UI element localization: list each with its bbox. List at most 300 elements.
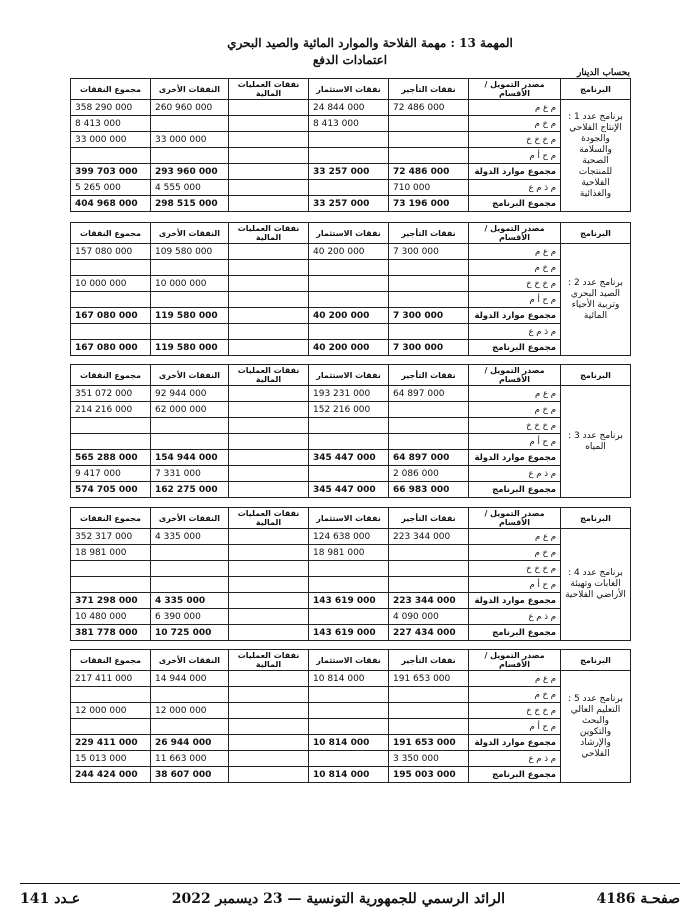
cell-wages [389, 703, 469, 719]
funding-source: مجموع البرنامج [469, 340, 561, 356]
cell-investment: 345 447 000 [309, 450, 389, 466]
cell-investment: 18 981 000 [309, 545, 389, 561]
cell-wages [389, 276, 469, 292]
cell-investment [309, 687, 389, 703]
funding-source: م خ م [469, 402, 561, 418]
cell-investment [309, 466, 389, 482]
program-table [70, 78, 631, 212]
table-row [71, 751, 631, 767]
column-header-total: مجموع النفقات [71, 650, 151, 671]
funding-source: م ع م [469, 671, 561, 687]
funding-source: م خ خ خ [469, 276, 561, 292]
cell-wages: 195 003 000 [389, 767, 469, 783]
cell-wages: 4 090 000 [389, 609, 469, 625]
table-row [71, 276, 631, 292]
program-name: برنامج عدد 2 : الصيد البحري وتربية الأحياء المائية [561, 244, 631, 356]
table-row [71, 687, 631, 703]
cell-investment: 40 200 000 [309, 340, 389, 356]
table-row [71, 703, 631, 719]
cell-financial [229, 276, 309, 292]
funding-source: م خ خ خ [469, 703, 561, 719]
cell-financial [229, 164, 309, 180]
column-header-program: البرنامج [561, 650, 631, 671]
cell-other: 4 335 000 [151, 593, 229, 609]
cell-total: 15 013 000 [71, 751, 151, 767]
cell-financial [229, 482, 309, 498]
cell-total: 8 413 000 [71, 116, 151, 132]
cell-financial [229, 703, 309, 719]
cell-financial [229, 687, 309, 703]
cell-other [151, 148, 229, 164]
table-row [71, 148, 631, 164]
cell-total [71, 561, 151, 577]
cell-financial [229, 529, 309, 545]
column-header-wages: نفقات التأجير [389, 508, 469, 529]
program-name: برنامج عدد 4 : الغابات وتهيئة الأراضي الفلاحية [561, 529, 631, 641]
cell-wages [389, 292, 469, 308]
cell-other: 92 944 000 [151, 386, 229, 402]
column-header-program: البرنامج [561, 508, 631, 529]
table-row [71, 324, 631, 340]
funding-source: م ع م [469, 100, 561, 116]
cell-financial [229, 324, 309, 340]
funding-source: م خ م [469, 687, 561, 703]
table-row [71, 386, 631, 402]
cell-financial [229, 434, 309, 450]
column-header-other: النفقات الأخرى [151, 508, 229, 529]
cell-financial [229, 340, 309, 356]
page-footer [20, 883, 680, 914]
cell-financial [229, 308, 309, 324]
cell-total: 167 080 000 [71, 340, 151, 356]
column-header-program: البرنامج [561, 365, 631, 386]
cell-other: 119 580 000 [151, 308, 229, 324]
cell-total [71, 577, 151, 593]
cell-wages: 227 434 000 [389, 625, 469, 641]
cell-investment [309, 276, 389, 292]
cell-wages: 64 897 000 [389, 450, 469, 466]
column-header-other: النفقات الأخرى [151, 223, 229, 244]
cell-other [151, 577, 229, 593]
column-header-investment: نفقات الاستثمار [309, 650, 389, 671]
funding-source: مجموع موارد الدولة [469, 450, 561, 466]
cell-total [71, 687, 151, 703]
cell-financial [229, 132, 309, 148]
cell-wages: 72 486 000 [389, 100, 469, 116]
program-table [70, 364, 631, 498]
section-title: اعتمادات الدفع [312, 53, 388, 67]
cell-total [71, 434, 151, 450]
column-header-wages: نفقات التأجير [389, 650, 469, 671]
program-table [70, 222, 631, 356]
cell-financial [229, 148, 309, 164]
table-row [71, 625, 631, 641]
table-row [71, 116, 631, 132]
table-row [71, 735, 631, 751]
column-header-wages: نفقات التأجير [389, 79, 469, 100]
cell-other [151, 561, 229, 577]
table-row [71, 609, 631, 625]
cell-investment [309, 148, 389, 164]
table-row [71, 671, 631, 687]
column-header-financial: نفقات العمليات المالية [229, 650, 309, 671]
cell-other: 4 335 000 [151, 529, 229, 545]
cell-other: 162 275 000 [151, 482, 229, 498]
cell-investment: 10 814 000 [309, 671, 389, 687]
cell-other: 14 944 000 [151, 671, 229, 687]
cell-financial [229, 100, 309, 116]
funding-source: مجموع البرنامج [469, 482, 561, 498]
cell-wages: 191 653 000 [389, 735, 469, 751]
cell-investment: 33 257 000 [309, 164, 389, 180]
cell-financial [229, 545, 309, 561]
program-table [70, 507, 631, 641]
table-row [71, 482, 631, 498]
cell-total: 167 080 000 [71, 308, 151, 324]
column-header-wages: نفقات التأجير [389, 365, 469, 386]
journal-title: الرائد الرسمي للجمهورية التونسية — 23 ديسمبر 2022 [171, 891, 505, 907]
cell-wages: 3 350 000 [389, 751, 469, 767]
column-header-investment: نفقات الاستثمار [309, 79, 389, 100]
cell-investment [309, 418, 389, 434]
column-header-other: النفقات الأخرى [151, 650, 229, 671]
cell-financial [229, 292, 309, 308]
cell-total: 217 411 000 [71, 671, 151, 687]
cell-total [71, 148, 151, 164]
cell-investment: 143 619 000 [309, 593, 389, 609]
table-row [71, 418, 631, 434]
cell-financial [229, 609, 309, 625]
funding-source: مجموع موارد الدولة [469, 308, 561, 324]
cell-financial [229, 767, 309, 783]
cell-other: 11 663 000 [151, 751, 229, 767]
cell-financial [229, 116, 309, 132]
cell-wages [389, 148, 469, 164]
cell-total: 12 000 000 [71, 703, 151, 719]
column-header-total: مجموع النفقات [71, 79, 151, 100]
cell-other [151, 418, 229, 434]
column-header-investment: نفقات الاستثمار [309, 223, 389, 244]
cell-investment: 152 216 000 [309, 402, 389, 418]
cell-investment: 10 814 000 [309, 767, 389, 783]
program-name: برنامج عدد 5 : التعليم العالي والبحث والتكوين والإرشاد الفلاحي [561, 671, 631, 783]
cell-investment: 143 619 000 [309, 625, 389, 641]
cell-wages [389, 132, 469, 148]
table-row [71, 132, 631, 148]
cell-total [71, 324, 151, 340]
cell-wages: 223 344 000 [389, 529, 469, 545]
funding-source: م ح أ م [469, 719, 561, 735]
cell-other: 109 580 000 [151, 244, 229, 260]
mission-title: المهمة 13 : مهمة الفلاحة والموارد المائية والصيد البحري [227, 36, 513, 50]
cell-investment: 24 844 000 [309, 100, 389, 116]
column-header-wages: نفقات التأجير [389, 223, 469, 244]
cell-other [151, 545, 229, 561]
table-header-row [71, 365, 631, 386]
cell-wages [389, 116, 469, 132]
cell-wages: 7 300 000 [389, 244, 469, 260]
table-row [71, 767, 631, 783]
cell-financial [229, 418, 309, 434]
cell-other [151, 116, 229, 132]
column-header-other: النفقات الأخرى [151, 365, 229, 386]
cell-total: 565 288 000 [71, 450, 151, 466]
cell-other [151, 434, 229, 450]
cell-investment [309, 561, 389, 577]
cell-other: 119 580 000 [151, 340, 229, 356]
funding-source: م ح أ م [469, 434, 561, 450]
column-header-program: البرنامج [561, 223, 631, 244]
cell-total [71, 292, 151, 308]
cell-other [151, 324, 229, 340]
funding-source: مجموع البرنامج [469, 196, 561, 212]
cell-total: 18 981 000 [71, 545, 151, 561]
program-name: برنامج عدد 1 : الإنتاج الفلاحي والجودة والسلامة الصحية للمنتجات الفلاحية والغذائية [561, 100, 631, 212]
funding-source: مجموع البرنامج [469, 625, 561, 641]
cell-wages: 72 486 000 [389, 164, 469, 180]
cell-total: 33 000 000 [71, 132, 151, 148]
column-header-investment: نفقات الاستثمار [309, 508, 389, 529]
cell-investment [309, 324, 389, 340]
cell-investment [309, 577, 389, 593]
program-table [70, 649, 631, 783]
funding-source: م خ م [469, 116, 561, 132]
table-header-row [71, 508, 631, 529]
cell-financial [229, 466, 309, 482]
cell-investment [309, 180, 389, 196]
cell-financial [229, 386, 309, 402]
column-header-total: مجموع النفقات [71, 223, 151, 244]
cell-financial [229, 577, 309, 593]
cell-total: 214 216 000 [71, 402, 151, 418]
cell-wages: 66 983 000 [389, 482, 469, 498]
cell-financial [229, 625, 309, 641]
column-header-other: النفقات الأخرى [151, 79, 229, 100]
cell-total: 381 778 000 [71, 625, 151, 641]
column-header-total: مجموع النفقات [71, 508, 151, 529]
cell-wages [389, 545, 469, 561]
page-number: صفحـة 4186 [596, 891, 680, 907]
table-row [71, 164, 631, 180]
column-header-program: البرنامج [561, 79, 631, 100]
cell-investment: 193 231 000 [309, 386, 389, 402]
cell-financial [229, 561, 309, 577]
cell-total: 399 703 000 [71, 164, 151, 180]
cell-investment: 8 413 000 [309, 116, 389, 132]
column-header-total: مجموع النفقات [71, 365, 151, 386]
cell-wages: 73 196 000 [389, 196, 469, 212]
cell-wages [389, 324, 469, 340]
cell-other: 7 331 000 [151, 466, 229, 482]
cell-other: 260 960 000 [151, 100, 229, 116]
cell-investment: 33 257 000 [309, 196, 389, 212]
cell-financial [229, 593, 309, 609]
cell-other: 6 390 000 [151, 609, 229, 625]
table-row [71, 450, 631, 466]
issue-number: عـدد 141 [20, 891, 81, 907]
cell-wages [389, 402, 469, 418]
column-header-source: مصدر التمويل / الأقسام [469, 223, 561, 244]
cell-total: 352 317 000 [71, 529, 151, 545]
cell-wages [389, 687, 469, 703]
cell-financial [229, 751, 309, 767]
column-header-source: مصدر التمويل / الأقسام [469, 650, 561, 671]
cell-total [71, 418, 151, 434]
cell-financial [229, 402, 309, 418]
cell-wages [389, 719, 469, 735]
column-header-financial: نفقات العمليات المالية [229, 223, 309, 244]
cell-wages: 7 300 000 [389, 340, 469, 356]
cell-total: 157 080 000 [71, 244, 151, 260]
page-header [0, 36, 700, 68]
cell-total: 9 417 000 [71, 466, 151, 482]
cell-other: 10 000 000 [151, 276, 229, 292]
cell-financial [229, 671, 309, 687]
cell-total: 404 968 000 [71, 196, 151, 212]
funding-source: م ذ م ع [469, 751, 561, 767]
funding-source: م خ خ خ [469, 132, 561, 148]
cell-wages: 64 897 000 [389, 386, 469, 402]
cell-other [151, 719, 229, 735]
cell-wages: 191 653 000 [389, 671, 469, 687]
table-row [71, 529, 631, 545]
funding-source: م ح أ م [469, 577, 561, 593]
cell-total [71, 260, 151, 276]
cell-investment [309, 260, 389, 276]
cell-financial [229, 735, 309, 751]
cell-other: 154 944 000 [151, 450, 229, 466]
funding-source: م ع م [469, 386, 561, 402]
cell-financial [229, 196, 309, 212]
funding-source: مجموع البرنامج [469, 767, 561, 783]
cell-other [151, 687, 229, 703]
column-header-source: مصدر التمويل / الأقسام [469, 365, 561, 386]
funding-source: م خ م [469, 545, 561, 561]
table-row [71, 340, 631, 356]
cell-financial [229, 260, 309, 276]
cell-investment: 40 200 000 [309, 308, 389, 324]
funding-source: م خ خ خ [469, 418, 561, 434]
cell-financial [229, 244, 309, 260]
cell-other [151, 260, 229, 276]
cell-wages [389, 418, 469, 434]
cell-wages [389, 577, 469, 593]
cell-total: 371 298 000 [71, 593, 151, 609]
table-row [71, 292, 631, 308]
cell-investment: 10 814 000 [309, 735, 389, 751]
cell-investment [309, 719, 389, 735]
table-header-row [71, 223, 631, 244]
table-row [71, 719, 631, 735]
cell-investment [309, 703, 389, 719]
funding-source: م ع م [469, 529, 561, 545]
cell-total: 358 290 000 [71, 100, 151, 116]
cell-total: 351 072 000 [71, 386, 151, 402]
funding-source: م ذ م ع [469, 180, 561, 196]
cell-total: 5 265 000 [71, 180, 151, 196]
table-row [71, 244, 631, 260]
column-header-financial: نفقات العمليات المالية [229, 508, 309, 529]
cell-wages: 223 344 000 [389, 593, 469, 609]
table-row [71, 308, 631, 324]
column-header-source: مصدر التمويل / الأقسام [469, 79, 561, 100]
cell-other: 62 000 000 [151, 402, 229, 418]
cell-wages: 710 000 [389, 180, 469, 196]
column-header-investment: نفقات الاستثمار [309, 365, 389, 386]
table-row [71, 196, 631, 212]
cell-wages [389, 260, 469, 276]
cell-financial [229, 719, 309, 735]
funding-source: م ذ م ع [469, 609, 561, 625]
cell-investment: 40 200 000 [309, 244, 389, 260]
table-row [71, 545, 631, 561]
funding-source: م ع م [469, 244, 561, 260]
cell-financial [229, 450, 309, 466]
table-row [71, 593, 631, 609]
cell-total: 10 480 000 [71, 609, 151, 625]
table-header-row [71, 650, 631, 671]
table-header-row [71, 79, 631, 100]
cell-investment [309, 609, 389, 625]
funding-source: م ح أ م [469, 148, 561, 164]
column-header-financial: نفقات العمليات المالية [229, 365, 309, 386]
cell-investment [309, 751, 389, 767]
cell-investment [309, 132, 389, 148]
funding-source: م ذ م ع [469, 466, 561, 482]
cell-wages [389, 434, 469, 450]
cell-financial [229, 180, 309, 196]
table-row [71, 180, 631, 196]
table-row [71, 466, 631, 482]
cell-other: 38 607 000 [151, 767, 229, 783]
cell-other: 10 725 000 [151, 625, 229, 641]
table-row [71, 100, 631, 116]
funding-source: م ذ م ع [469, 324, 561, 340]
funding-source: م ح أ م [469, 292, 561, 308]
table-row [71, 434, 631, 450]
table-row [71, 260, 631, 276]
funding-source: مجموع موارد الدولة [469, 164, 561, 180]
cell-other: 33 000 000 [151, 132, 229, 148]
currency-unit-label: بحساب الدينار [577, 68, 630, 78]
funding-source: مجموع موارد الدولة [469, 735, 561, 751]
column-header-financial: نفقات العمليات المالية [229, 79, 309, 100]
cell-wages [389, 561, 469, 577]
cell-wages: 2 086 000 [389, 466, 469, 482]
cell-other: 298 515 000 [151, 196, 229, 212]
cell-investment: 345 447 000 [309, 482, 389, 498]
cell-total: 10 000 000 [71, 276, 151, 292]
cell-wages: 7 300 000 [389, 308, 469, 324]
cell-investment [309, 292, 389, 308]
cell-other: 26 944 000 [151, 735, 229, 751]
table-row [71, 577, 631, 593]
funding-source: م خ م [469, 260, 561, 276]
cell-total: 574 705 000 [71, 482, 151, 498]
cell-investment [309, 434, 389, 450]
cell-other: 4 555 000 [151, 180, 229, 196]
cell-total: 244 424 000 [71, 767, 151, 783]
funding-source: مجموع موارد الدولة [469, 593, 561, 609]
program-name: برنامج عدد 3 : المياه [561, 386, 631, 498]
cell-total [71, 719, 151, 735]
funding-source: م خ خ خ [469, 561, 561, 577]
cell-total: 229 411 000 [71, 735, 151, 751]
table-row [71, 402, 631, 418]
cell-investment: 124 638 000 [309, 529, 389, 545]
cell-other: 293 960 000 [151, 164, 229, 180]
cell-other [151, 292, 229, 308]
